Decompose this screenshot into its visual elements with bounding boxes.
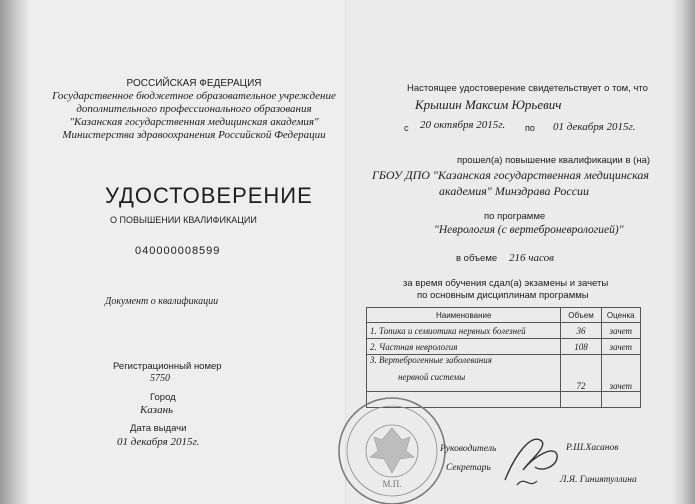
- doc-title: УДОСТОВЕРЕНИЕ: [105, 183, 313, 208]
- signature-icon: [495, 425, 565, 495]
- official-seal-icon: [336, 395, 448, 504]
- row-3-hours: 72: [561, 355, 601, 392]
- institution-line-1: Государственное бюджетное образовательное учреждение: [52, 90, 336, 102]
- left-page: [0, 0, 347, 504]
- doc-type: Документ о квалификации: [105, 296, 219, 307]
- institution-line-4: Министерства здравоохранения Российской Федерации: [62, 129, 326, 141]
- org-line-2: академия" Минздрава России: [439, 184, 590, 198]
- institution-line-2: дополнительного профессионального образования: [76, 103, 312, 115]
- table-row: [367, 323, 641, 339]
- issue-date-label: Дата выдачи: [130, 423, 187, 434]
- row-1-hours: 36: [561, 323, 601, 339]
- intro-text: Настоящее удостоверение свидетельствует о том, что: [407, 83, 648, 94]
- header-grade: Оценка: [601, 308, 640, 323]
- scan-edge-left: [0, 0, 30, 504]
- header-name: Наименование: [367, 308, 561, 323]
- reg-number-label: Регистрационный номер: [113, 361, 222, 372]
- head-name: Р.Ш.Хасанов: [566, 443, 619, 453]
- org-line-1: ГБОУ ДПО "Казанская государственная медицинская: [372, 168, 650, 182]
- program-label: по программе: [484, 211, 546, 222]
- row-3-name: [367, 355, 561, 392]
- row-3-name-line-1: 3. Вертеброгенные заболевания: [370, 355, 492, 365]
- row-2-name: 2. Частная неврология: [367, 339, 561, 355]
- table-row: [367, 355, 641, 392]
- disciplines-table: [366, 307, 641, 408]
- reg-number-value: 5750: [150, 373, 170, 384]
- table-header-row: [367, 308, 641, 323]
- exam-line-1: за время обучения сдал(а) экзамены и зачеты: [403, 278, 609, 289]
- city-value: Казань: [140, 404, 174, 416]
- program-name: "Неврология (с вертеброневрологией)": [434, 224, 624, 236]
- institution-line-3: "Казанская государственная медицинская академия": [69, 116, 319, 128]
- from-prefix: с: [404, 123, 409, 133]
- serial-number: 040000008599: [135, 245, 221, 257]
- row-1-name: 1. Топика и семиотика нервных болезней: [367, 323, 561, 339]
- row-3-grade: зачет: [601, 355, 640, 392]
- row-1-grade: зачет: [601, 323, 640, 339]
- holder-name: Крышин Максим Юрьевич: [415, 97, 562, 112]
- stamp-text: М.П.: [382, 479, 402, 489]
- passed-text: прошел(а) повышение квалификации в (на): [457, 155, 651, 166]
- empty-cell: [601, 392, 640, 408]
- volume-value: 216 часов: [509, 252, 554, 264]
- issue-date-value: 01 декабря 2015г.: [117, 436, 200, 448]
- header-hours: Объем: [561, 308, 601, 323]
- row-3-name-line-2: нервной системы: [398, 372, 466, 382]
- scan-edge-right: [671, 0, 695, 504]
- row-2-hours: 108: [561, 339, 601, 355]
- to-date: 01 декабря 2015г.: [553, 121, 636, 133]
- city-label: Город: [150, 392, 176, 403]
- doc-subtitle: О ПОВЫШЕНИИ КВАЛИФИКАЦИИ: [110, 215, 257, 225]
- table-row: [367, 339, 641, 355]
- empty-cell: [561, 392, 601, 408]
- row-2-grade: зачет: [601, 339, 640, 355]
- from-date: 20 октября 2015г.: [420, 119, 506, 131]
- exam-line-2: по основным дисциплинам программы: [417, 290, 589, 301]
- volume-label: в объеме: [456, 253, 498, 264]
- secretary-name: Л.Я. Гиниятуллина: [560, 475, 637, 485]
- to-prefix: по: [525, 123, 535, 133]
- country-label: РОССИЙСКАЯ ФЕДЕРАЦИЯ: [126, 78, 262, 89]
- head-label: Руководитель: [440, 444, 497, 454]
- secretary-label: Секретарь: [446, 463, 491, 473]
